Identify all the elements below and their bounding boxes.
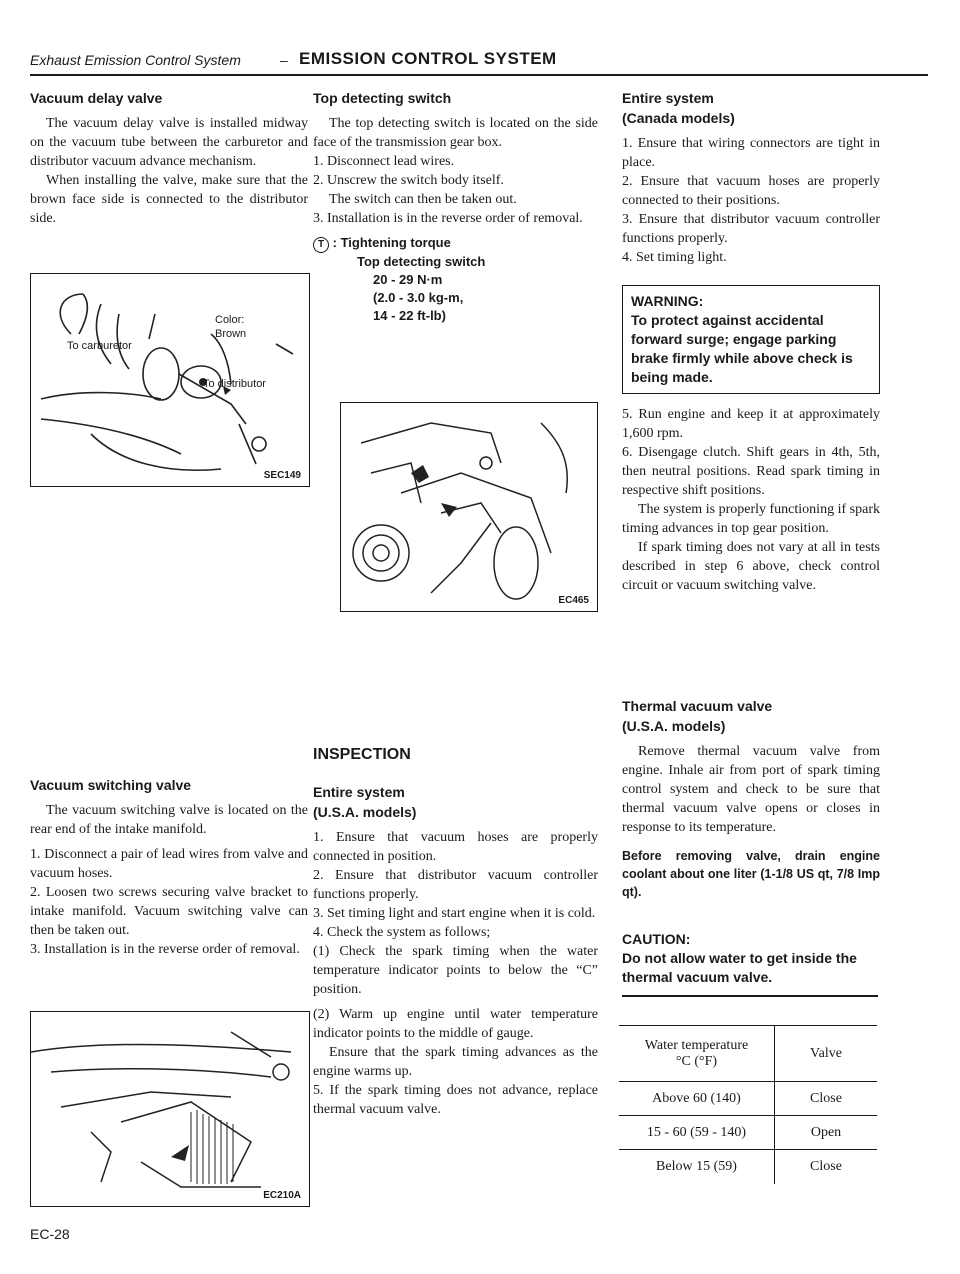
- figure-code: EC465: [558, 595, 589, 606]
- warning-title: WARNING:: [631, 293, 704, 309]
- transmission-illustration: [341, 403, 597, 611]
- valve-cell: Close: [810, 1158, 842, 1174]
- column-1: [30, 88, 308, 228]
- figure-top-detecting-switch: [340, 402, 598, 612]
- label-to-carburetor: To carburetor: [67, 340, 132, 352]
- top-step: 3. Installation is in the reverse order of removal.: [313, 211, 583, 226]
- torque-kgm: (2.0 - 3.0 kg-m,: [373, 290, 464, 305]
- temp-cell: 15 - 60 (59 - 140): [619, 1116, 775, 1150]
- entire-system-canada-sub: (Canada models): [622, 110, 735, 126]
- figure-code: EC210A: [263, 1190, 301, 1201]
- column-3: [622, 88, 880, 267]
- switching-step: 3. Installation is in the reverse order of removal.: [30, 942, 300, 957]
- canada-step: 6. Disengage clutch. Shift gears in 4th, 5th, then neutral positions. Read spark timing in respective shift positions.: [622, 445, 880, 498]
- thermal-section: [622, 696, 880, 901]
- table-header-row: [619, 1026, 877, 1082]
- valve-cell: Close: [775, 1082, 878, 1116]
- caution-box: [622, 930, 878, 997]
- torque-icon: T: [313, 237, 329, 253]
- inspection-step: 5. If the spark timing does not advance, replace thermal vacuum valve.: [313, 1083, 598, 1117]
- header-temp-line-2: °C (°F): [675, 1053, 718, 1069]
- inspection-ensure: Ensure that the spark timing advances as the engine warms up.: [313, 1045, 598, 1079]
- torque-ftlb: 14 - 22 ft-lb): [373, 308, 446, 323]
- inspection-step: 4. Check the system as follows;: [313, 925, 491, 940]
- torque-nm: 20 - 29 N·m: [373, 272, 443, 287]
- canada-step: 1. Ensure that wiring connectors are tight in place.: [622, 136, 880, 170]
- caution-text: Do not allow water to get inside the thermal vacuum valve.: [622, 950, 857, 985]
- canada-steps-cont: [622, 405, 880, 595]
- label-color: Color:: [215, 314, 245, 326]
- figure-vacuum-delay-valve: [30, 273, 310, 487]
- vacuum-delay-heading: Vacuum delay valve: [30, 90, 163, 106]
- canada-step: 3. Ensure that distributor vacuum controller functions properly.: [622, 212, 880, 246]
- thermal-paragraph: Remove thermal vacuum valve from engine. Inhale air from port of spark timing control system and check to be sure that thermal vacuum valve opens or closes in response to its temperature.: [622, 744, 880, 835]
- figure-vacuum-switching-valve: [30, 1011, 310, 1207]
- switching-paragraph: The vacuum switching valve is located on the rear end of the intake manifold.: [30, 803, 308, 837]
- delay-paragraph-2: When installing the valve, make sure that the brown face side is connected to the distributor side.: [30, 173, 308, 226]
- inspection-substep: (1) Check the spark timing when the water temperature indicator points to below the “C” position.: [313, 944, 598, 997]
- torque-item: Top detecting switch: [357, 254, 486, 269]
- header-valve: Valve: [775, 1026, 878, 1082]
- entire-system-canada-heading: Entire system: [622, 90, 714, 106]
- column-2: [313, 88, 598, 325]
- chapter-title: EMISSION CONTROL SYSTEM: [299, 49, 557, 68]
- caution-title: CAUTION:: [622, 931, 691, 947]
- figure-code: SEC149: [263, 470, 301, 481]
- drain-note: Before removing valve, drain engine coolant about one liter (1-1/8 US qt, 7/8 Imp qt).: [622, 849, 880, 899]
- valve-cell: Open: [775, 1116, 878, 1150]
- header-separator: –: [280, 52, 288, 68]
- vacuum-switching-heading: Vacuum switching valve: [30, 777, 192, 793]
- torque-title: : Tightening torque: [332, 235, 451, 250]
- switching-step: 1. Disconnect a pair of lead wires from valve and vacuum hoses.: [30, 847, 308, 881]
- switching-valve-illustration: [31, 1012, 309, 1206]
- inspection-substep: (2) Warm up engine until water temperature indicator points to the middle of gauge.: [313, 1007, 598, 1041]
- inspection-step: 2. Ensure that distributor vacuum controller functions properly.: [313, 868, 598, 902]
- page-number: EC-28: [30, 1226, 70, 1242]
- entire-system-sub: (U.S.A. models): [313, 804, 417, 820]
- table-row: [619, 1116, 877, 1150]
- table-row: [619, 1150, 877, 1184]
- temp-cell: Below 15 (59): [619, 1150, 775, 1184]
- top-step: 1. Disconnect lead wires.: [313, 154, 455, 169]
- canada-step: 2. Ensure that vacuum hoses are properly connected to their positions.: [622, 174, 880, 208]
- inspection-heading: INSPECTION: [313, 746, 411, 763]
- canada-step: 5. Run engine and keep it at approximately 1,600 rpm.: [622, 407, 880, 441]
- top-step-note: The switch can then be taken out.: [329, 192, 517, 207]
- inspection-section: [313, 746, 598, 1119]
- label-brown: Brown: [215, 328, 247, 340]
- section-title: Exhaust Emission Control System: [30, 52, 241, 68]
- vacuum-switching-section: [30, 775, 308, 959]
- inspection-step: 3. Set timing light and start engine when it is cold.: [313, 906, 596, 921]
- inspection-step: 1. Ensure that vacuum hoses are properly connected in position.: [313, 830, 598, 864]
- header-temp-line-1: Water temperature: [644, 1037, 749, 1053]
- delay-valve-illustration: [31, 274, 309, 486]
- top-detecting-heading: Top detecting switch: [313, 90, 452, 106]
- canada-step: 4. Set timing light.: [622, 250, 727, 265]
- canada-paragraph: The system is properly functioning if spark timing advances in top gear position.: [622, 502, 880, 536]
- table-row: [619, 1082, 877, 1116]
- switching-step: 2. Loosen two screws securing valve bracket to intake manifold. Vacuum switching valve can then be taken out.: [30, 885, 308, 938]
- entire-system-heading: Entire system: [313, 784, 405, 800]
- warning-box: [622, 285, 880, 394]
- top-step: 2. Unscrew the switch body itself.: [313, 173, 504, 188]
- page-header: [30, 48, 928, 76]
- canada-paragraph: If spark timing does not vary at all in tests described in step 6 above, check control circuit or vacuum switching valve.: [622, 540, 880, 593]
- torque-spec: [313, 234, 598, 325]
- header-temperature: [619, 1026, 775, 1082]
- delay-paragraph-1: The vacuum delay valve is installed midway on the vacuum tube between the carburetor and distributor vacuum advance mechanism.: [30, 116, 308, 169]
- thermal-heading: Thermal vacuum valve: [622, 698, 773, 714]
- warning-text: To protect against accidental forward surge; engage parking brake firmly while above check is being made.: [631, 312, 853, 385]
- thermal-sub: (U.S.A. models): [622, 718, 726, 734]
- water-temperature-table: [619, 1025, 877, 1184]
- top-detecting-paragraph: The top detecting switch is located on the side face of the transmission gear box.: [313, 116, 598, 150]
- label-to-distributor: To distributor: [203, 378, 266, 390]
- temp-cell: Above 60 (140): [619, 1082, 775, 1116]
